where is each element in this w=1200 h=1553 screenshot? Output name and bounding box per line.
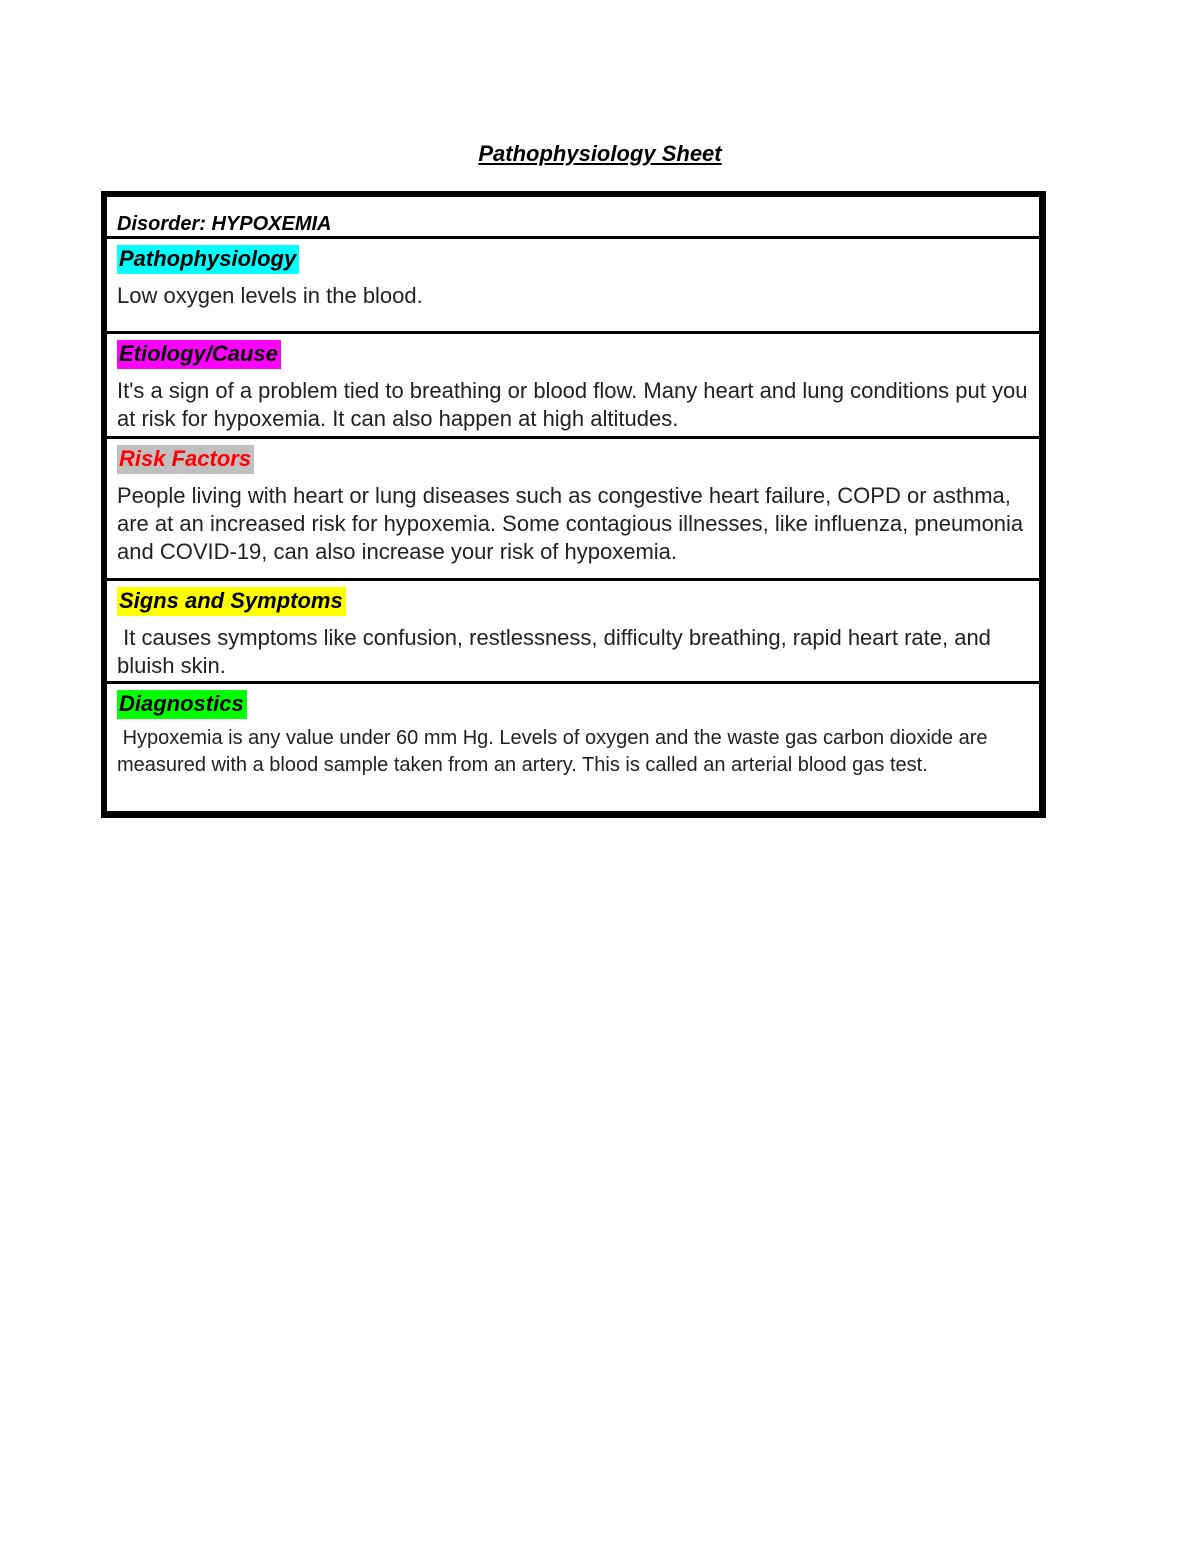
section-label-pathophysiology: Pathophysiology: [117, 245, 299, 274]
row-divider: [107, 236, 1039, 239]
section-text-risk-factors: People living with heart or lung diseases such as congestive heart failure, COPD or asthma, are at an increased risk for hypoxemia. Some contagious illnesses, like influenza, pneumonia and COVID-19, can also increase your risk of hypoxemia.: [117, 483, 1024, 564]
section-label-risk-factors: Risk Factors: [117, 445, 254, 474]
section-pathophysiology: [107, 245, 1039, 330]
section-text-diagnostics: Hypoxemia is any value under 60 mm Hg. Levels of oxygen and the waste gas carbon dioxide are measured with a blood sample taken from an artery. This is called an arterial blood gas test.: [117, 727, 994, 776]
disorder-label: Disorder: HYPOXEMIA: [117, 213, 332, 235]
row-divider: [107, 436, 1039, 439]
row-divider: [107, 578, 1039, 581]
section-diagnostics: [107, 690, 1039, 810]
section-label-diagnostics: Diagnostics: [117, 690, 247, 719]
section-risk-factors: [107, 445, 1039, 577]
row-divider: [107, 681, 1039, 684]
section-text-etiology: It's a sign of a problem tied to breathing or blood flow. Many heart and lung conditions put you at risk for hypoxemia. It can also happen at high altitudes.: [117, 378, 1028, 431]
disorder-row: [107, 197, 1039, 237]
section-label-etiology: Etiology/Cause: [117, 340, 281, 369]
section-text-pathophysiology: Low oxygen levels in the blood.: [117, 283, 423, 308]
section-signs-symptoms: [107, 587, 1039, 680]
page-title: Pathophysiology Sheet: [478, 141, 722, 166]
row-divider: [107, 331, 1039, 334]
pathophysiology-table: [101, 191, 1046, 818]
section-text-signs-symptoms: It causes symptoms like confusion, restlessness, difficulty breathing, rapid heart rate, and bluish skin.: [117, 625, 998, 678]
section-etiology: [107, 340, 1039, 435]
section-label-signs-symptoms: Signs and Symptoms: [117, 587, 346, 616]
